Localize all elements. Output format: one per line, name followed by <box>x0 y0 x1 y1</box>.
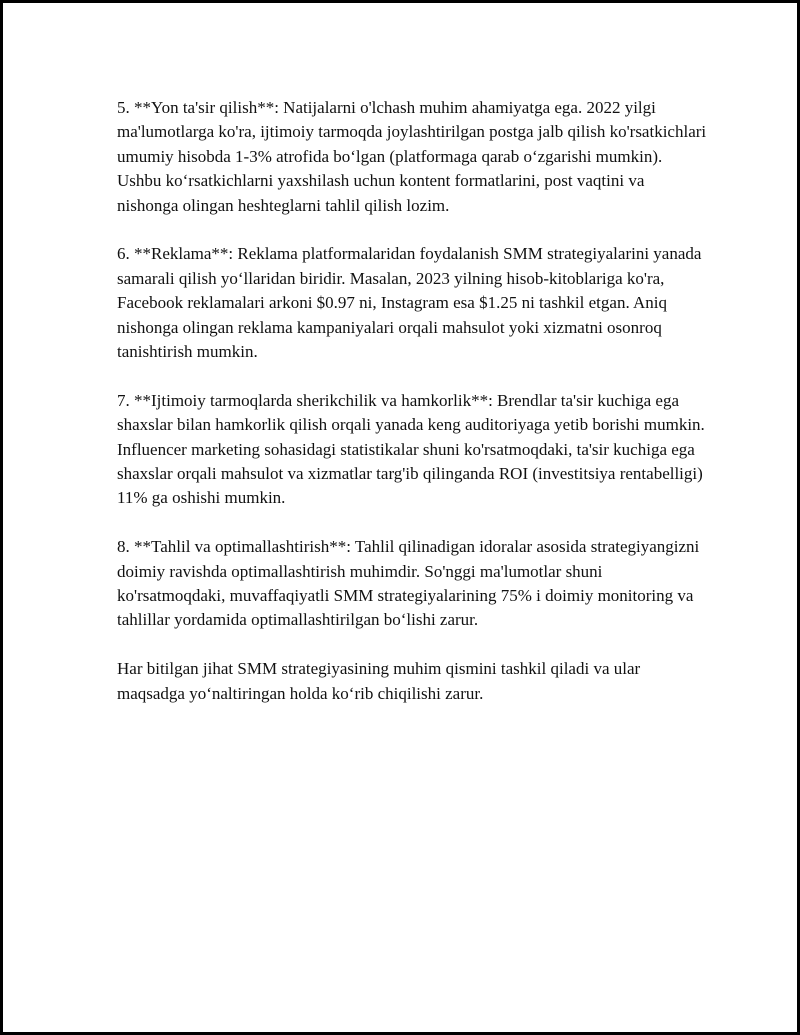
paragraph-sherikchilik-hamkorlik: 7. **Ijtimoiy tarmoqlarda sherikchilik va hamkorlik**: Brendlar ta'sir kuchiga ega shaxslar bilan hamkorlik qilish orqali yanada keng auditoriyaga yetib borishi mumkin. Influencer marketing sohasidagi statistikalar shuni ko'rsatmoqdaki, ta'sir kuchiga ega shaxslar orqali mahsulot va xizmatlar targ'ib qilinganda ROI (investitsiya rentabelligi) 11% ga oshishi mumkin. <box>117 390 705 508</box>
paragraph-yon-tasir-qilish: 5. **Yon ta'sir qilish**: Natijalarni o'lchash muhim ahamiyatga ega. 2022 yilgi ma'lumotlarga ko'ra, ijtimoiy tarmoqda joylashtirilgan postga jalb qilish ko'rsatkichlari umumiy hisobda 1-3% atrofida bo‘lgan (platformaga qarab o‘zgarishi mumkin). Ushbu ko‘rsatkichlarni yaxshilash uchun kontent formatlarini, post vaqtini va nishonga olingan heshteglarni tahlil qilish lozim. <box>117 98 707 215</box>
paragraph-tahlil-optimallashtirish: 8. **Tahlil va optimallashtirish**: Tahlil qilinadigan idoralar asosida strategiyangizni doimiy ravishda optimallashtirish muhimdir. So'nggi ma'lumotlar shuni ko'rsatmoqdaki, muvaffaqiyatli SMM strategiyalarining 75% i doimiy monitoring va tahlillar yordamida optimallashtirilgan bo‘lishi zarur. <box>117 537 700 630</box>
paragraph-reklama: 6. **Reklama**: Reklama platformalaridan foydalanish SMM strategiyalarini yanada samarali qilish yo‘llaridan biridir. Masalan, 2023 yilning hisob-kitoblariga ko'ra, Facebook reklamalari arkoni $0.97 ni, Instagram esa $1.25 ni tashkil etgan. Aniq nishonga olingan reklama kampaniyalari orqali mahsulot yoki xizmatni osonroq tanishtirish mumkin. <box>117 244 702 362</box>
document-body <box>117 96 707 706</box>
paragraph-conclusion: Har bitilgan jihat SMM strategiyasining muhim qismini tashkil qiladi va ular maqsadga yo‘naltiringan holda ko‘rib chiqilishi zarur. <box>117 659 641 703</box>
